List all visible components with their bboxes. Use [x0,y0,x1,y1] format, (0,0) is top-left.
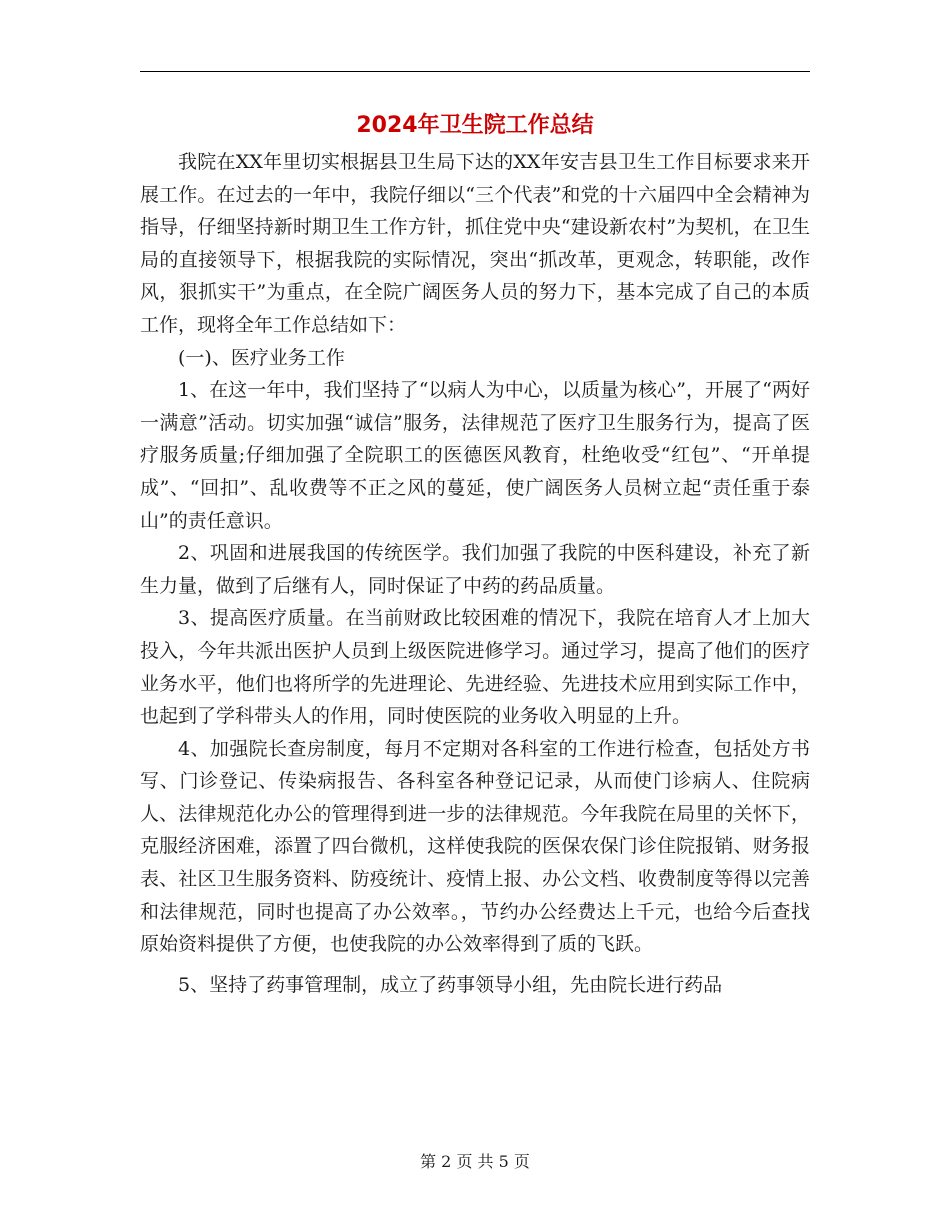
intro-paragraph: 我院在XX年里切实根据县卫生局下达的XX年安吉县卫生工作目标要求来开展工作。在过去的一年中，我院仔细以“三个代表”和党的十六届四中全会精神为指导，仔细坚持新时期卫生工作方针，抓住党中央“建设新农村”为契机，在卫生局的直接领导下，根据我院的实际情况，突出“抓改革，更观念，转职能，改作风，狠抓实干”为重点，在全院广阔医务人员的努力下，基本完成了自己的本质工作，现将全年工作总结如下： [140,151,810,336]
paragraph-item-4: 4、加强院长查房制度，每月不定期对各科室的工作进行检查，包括处方书写、门诊登记、传染病报告、各科室各种登记记录，从而使门诊病人、住院病人、法律规范化办公的管理得到进一步的法律规范。今年我院在局里的关怀下，克服经济困难，添置了四台微机，这样使我院的医保农保门诊住院报销、财务报表、社区卫生服务资料、防疫统计、疫情上报、办公文档、收费制度等得以完善和法律规范，同时也提高了办公效率。，节约办公经费达上千元，也给今后查找原始资料提供了方便，也使我院的办公效率得到了质的飞跃。 [140,737,810,956]
document-body [140,146,810,1001]
paragraph-item-1: 1、在这一年中，我们坚持了“以病人为中心，以质量为核心”，开展了“两好一满意”活动。切实加强“诚信”服务，法律规范了医疗卫生服务行为，提高了医疗服务质量;仔细加强了全院职工的医德医风教育，杜绝收受“红包”、“开单提成”、“回扣”、乱收费等不正之风的蔓延，使广阔医务人员树立起“责任重于泰山”的责任意识。 [140,379,810,532]
header-rule [140,71,810,72]
paragraph-item-2: 2、巩固和进展我国的传统医学。我们加强了我院的中医科建设，补充了新生力量，做到了后继有人，同时保证了中药的药品质量。 [140,542,810,597]
paragraph-item-3: 3、提高医疗质量。在当前财政比较困难的情况下，我院在培育人才上加大投入，今年共派出医护人员到上级医院进修学习。通过学习，提高了他们的医疗业务水平，他们也将所学的先进理论、先进经验、先进技术应用到实际工作中，也起到了学科带头人的作用，同时使医院的业务收入明显的上升。 [140,607,810,728]
page-number-footer: 第 2 页 共 5 页 [420,1152,530,1171]
document-title: 2024年卫生院工作总结 [356,113,594,138]
paragraph-item-5: 5、坚持了药事管理制，成立了药事领导小组，先由院长进行药品 [178,973,723,996]
section-heading: (一)、医疗业务工作 [178,346,345,369]
